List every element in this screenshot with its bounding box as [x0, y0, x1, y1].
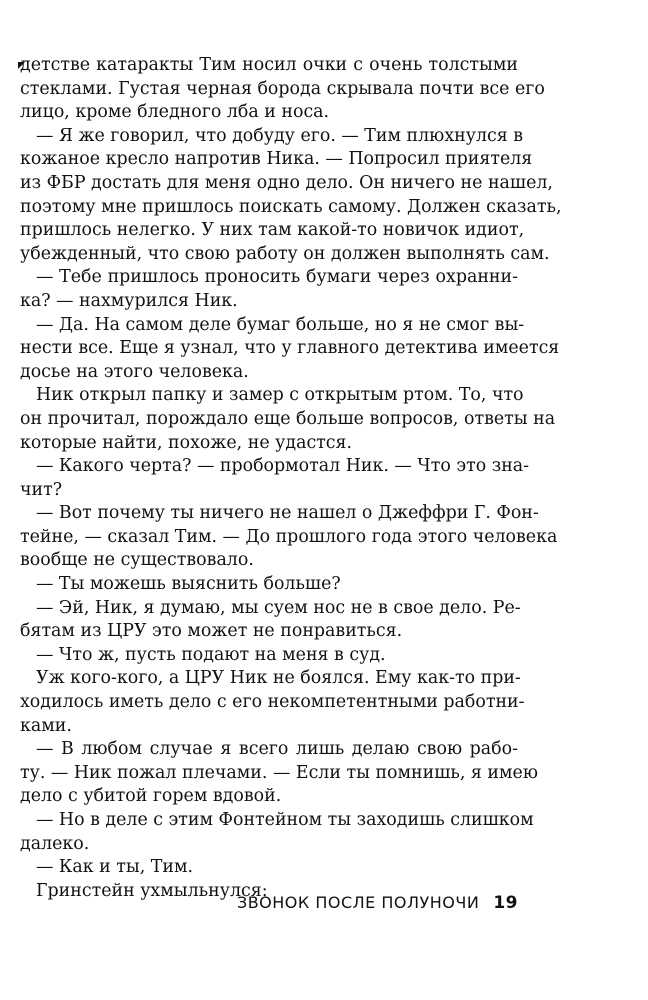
text-line: пришлось нелегко. У них там какой-то новичок идиот,: [20, 220, 525, 241]
text-line: которые найти, похоже, не удастся.: [20, 432, 353, 453]
text-line: он прочитал, порождало еще больше вопросов, ответы на: [20, 408, 556, 429]
text-line: убежденный, что свою работу он должен выполнять сам.: [20, 243, 550, 264]
text-line: из ФБР достать для меня одно дело. Он ничего не нашел,: [20, 172, 553, 193]
text-line: поэтому мне пришлось поискать самому. Должен сказать,: [20, 196, 562, 217]
text-line: — Да. На самом деле бумаг больше, но я не смог вы-: [36, 314, 525, 335]
text-line: бятам из ЦРУ это может не понравиться.: [20, 621, 403, 642]
text-line: — Я же говорил, что добуду его. — Тим плюхнулся в: [36, 125, 524, 146]
text-line: — Тебе пришлось проносить бумаги через охранни-: [36, 267, 518, 288]
text-line: ками.: [20, 715, 72, 736]
text-line: стеклами. Густая черная борода скрывала почти все его: [20, 78, 545, 99]
text-line: ходилось иметь дело с его некомпетентными работни-: [20, 692, 525, 713]
text-line: досье на этого человека.: [20, 361, 249, 382]
text-line: — Ты можешь выяснить больше?: [36, 574, 341, 595]
text-line: — Какого черта? — пробормотал Ник. — Что это зна-: [36, 456, 530, 477]
text-line: Уж кого-кого, а ЦРУ Ник не боялся. Ему как-то при-: [36, 668, 521, 689]
text-line: чит?: [20, 479, 63, 500]
text-line: нести все. Еще я узнал, что у главного детектива имеется: [20, 338, 560, 359]
text-line: — Как и ты, Тим.: [36, 857, 194, 878]
text-line: вообще не существовало.: [20, 550, 254, 571]
text-line: детстве катаракты Тим носил очки с очень толстыми: [20, 55, 518, 75]
text-line: далеко.: [20, 833, 90, 854]
text-line: дело с убитой горем вдовой.: [20, 786, 282, 807]
text-line: кожаное кресло напротив Ника. — Попросил приятеля: [20, 149, 533, 170]
running-title: ЗВОНОК ПОСЛЕ ПОЛУНОЧИ: [236, 893, 480, 912]
text-line: ка? — нахмурился Ник.: [20, 290, 238, 311]
text-line: — Но в деле с этим Фонтейном ты заходишь слишком: [36, 810, 534, 830]
page-footer: [20, 893, 518, 913]
text-line: Гринстейн ухмыльнулся:: [36, 880, 268, 901]
text-line: ту. — Ник пожал плечами. — Если ты помнишь, я имею: [20, 762, 538, 783]
text-line: — В любом случае я всего лишь делаю свою рабо-: [36, 739, 518, 760]
text-line: тейне, — сказал Тим. — До прошлого года этого человека: [20, 526, 558, 547]
text-line: — Вот почему ты ничего не нашел о Джеффри Г. Фон-: [36, 503, 539, 524]
text-line: — Эй, Ник, я думаю, мы суем нос не в свое дело. Ре-: [36, 597, 521, 618]
page-number: 19: [493, 893, 518, 913]
text-line: Ник открыл папку и замер с открытым ртом. То, что: [36, 385, 524, 406]
text-line: — Что ж, пусть подают на меня в суд.: [36, 644, 386, 665]
body-text: [20, 54, 562, 903]
text-line: лицо, кроме бледного лба и носа.: [20, 102, 330, 123]
